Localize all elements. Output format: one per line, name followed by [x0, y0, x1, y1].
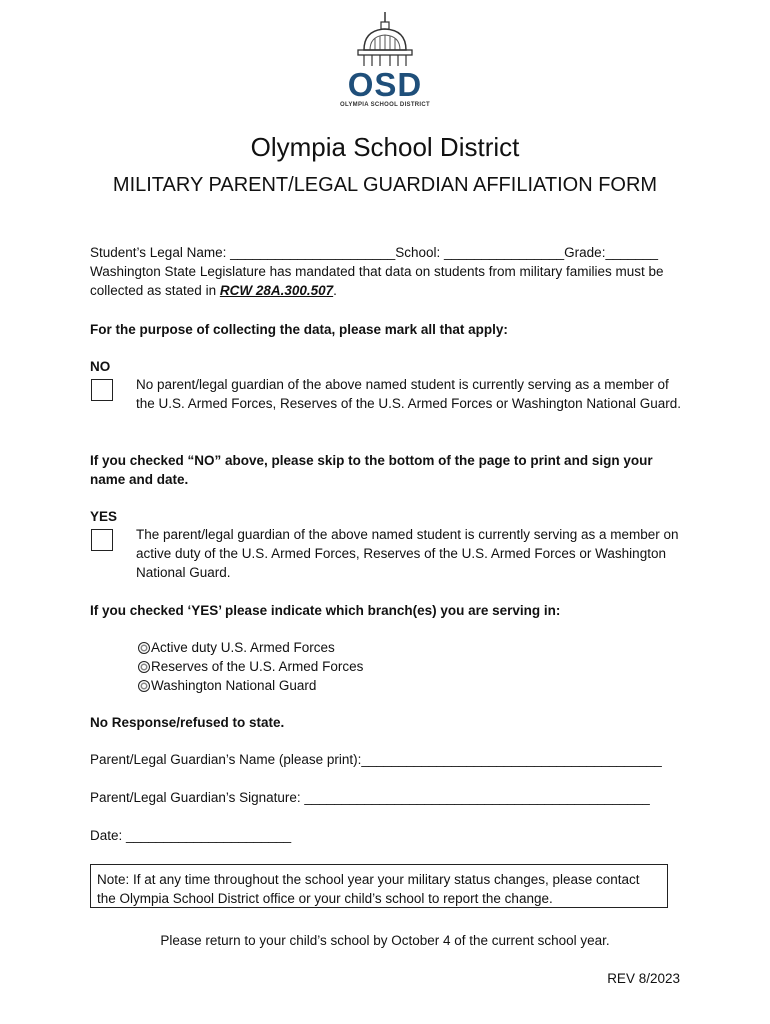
radio-button[interactable]: [138, 680, 150, 692]
revision-label: REV 8/2023: [607, 971, 680, 986]
yes-label: YES: [90, 509, 118, 524]
form-subtitle: MILITARY PARENT/LEGAL GUARDIAN AFFILIATION FORM: [112, 174, 658, 196]
district-logo: [330, 10, 440, 110]
mandate-paragraph: [90, 262, 690, 300]
branch-option-national-guard[interactable]: [138, 676, 316, 695]
yes-checkbox[interactable]: [91, 529, 113, 551]
mandate-end: .: [333, 283, 337, 298]
no-response-text: No Response/refused to state.: [90, 715, 285, 730]
note-box: Note: If at any time throughout the school year your military status changes, please contact the Olympia School District office or your child’s school to report the change.: [90, 864, 668, 908]
guardian-name-field[interactable]: Parent/Legal Guardian’s Name (please print):________________________________________: [90, 752, 662, 767]
no-checkbox[interactable]: [91, 379, 113, 401]
no-followup-text: If you checked “NO” above, please skip to the bottom of the page to print and sign your name and date.: [90, 453, 653, 487]
branch-label: Active duty U.S. Armed Forces: [151, 640, 335, 655]
capitol-dome-icon: [330, 10, 440, 70]
logo-district-name: OLYMPIA SCHOOL DISTRICT: [339, 102, 431, 108]
page-title: Olympia School District: [250, 132, 520, 162]
rcw-citation-link[interactable]: RCW 28A.300.507: [219, 283, 334, 298]
return-instruction: Please return to your child’s school by October 4 of the current school year.: [160, 933, 610, 948]
no-option-text: No parent/legal guardian of the above named student is currently serving as a member of the U.S. Armed Forces, Reserves of the U.S. Armed Forces or Washington National Guard.: [136, 377, 681, 411]
date-field[interactable]: Date: ______________________: [90, 828, 292, 843]
branch-label: Reserves of the U.S. Armed Forces: [151, 659, 364, 674]
radio-button[interactable]: [138, 661, 150, 673]
no-label: NO: [90, 359, 111, 374]
instruction-text: For the purpose of collecting the data, please mark all that apply:: [90, 322, 508, 337]
yes-followup-text: If you checked ‘YES’ please indicate which branch(es) you are serving in:: [90, 603, 561, 618]
yes-option-text: The parent/legal guardian of the above named student is currently serving as a member on active duty of the U.S. Armed Forces, Reserves of the U.S. Armed Forces or Washington National Guard.: [136, 527, 679, 580]
branch-option-active-duty[interactable]: [138, 638, 335, 657]
branch-option-reserves[interactable]: [138, 657, 363, 676]
branch-label: Washington National Guard: [151, 678, 317, 693]
radio-button[interactable]: [138, 642, 150, 654]
student-info-line[interactable]: Student’s Legal Name: ______________________School: ________________Grade:_______: [90, 245, 659, 260]
logo-abbreviation: OSD: [347, 66, 423, 103]
mandate-text: Washington State Legislature has mandated that data on students from military families must be collected as stated in: [90, 264, 664, 298]
guardian-signature-field[interactable]: Parent/Legal Guardian’s Signature: ______________________________________________: [90, 790, 650, 805]
